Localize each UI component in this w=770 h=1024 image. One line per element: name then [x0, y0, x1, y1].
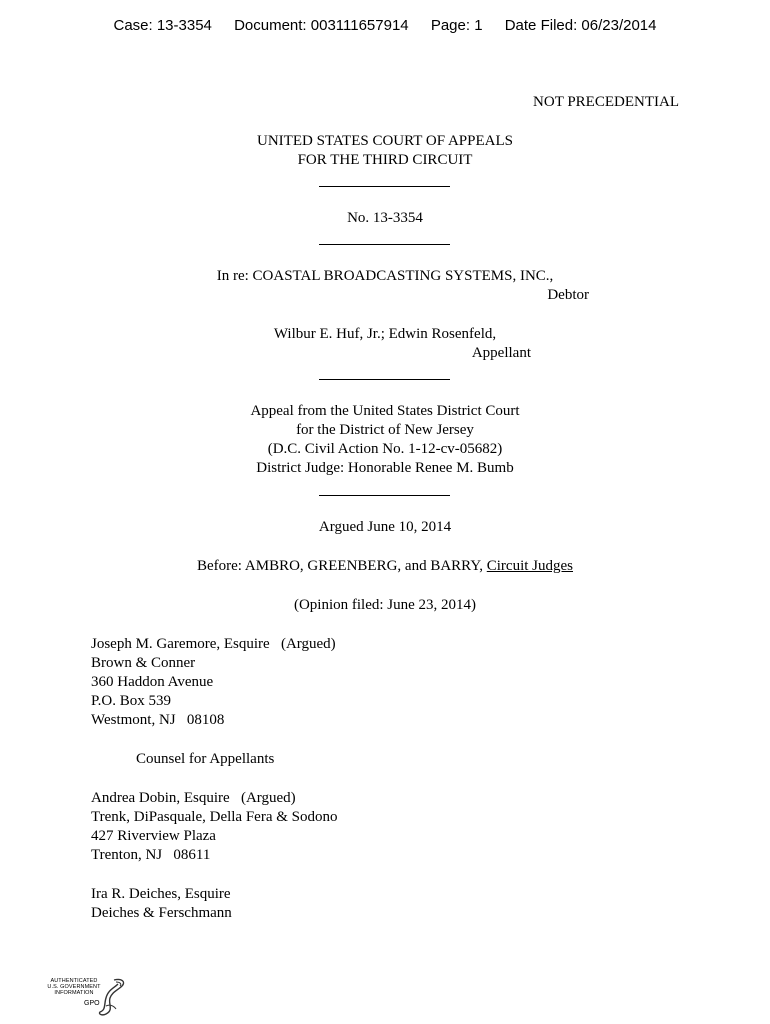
filing-header [0, 17, 770, 34]
appeal-line4: District Judge: Honorable Renee M. Bumb [256, 460, 514, 476]
appeal-line2: for the District of New Jersey [296, 422, 474, 438]
docket-number: No. 13-3354 [347, 210, 423, 226]
divider [319, 244, 450, 245]
date-filed: Date Filed: 06/23/2014 [504, 17, 657, 34]
seal-gpo-label: GPO [84, 1000, 100, 1007]
argued-date: Argued June 10, 2014 [318, 519, 452, 535]
precedential-status: NOT PRECEDENTIAL [533, 94, 679, 110]
court-name-line2: FOR THE THIRD CIRCUIT [297, 152, 473, 168]
counsel-line: Joseph M. Garemore, Esquire (Argued) [91, 636, 336, 652]
before-prefix: Before: AMBRO, GREENBERG, and BARRY, [197, 558, 487, 574]
counsel-line: Westmont, NJ 08108 [91, 712, 225, 728]
caption-appellants: Wilbur E. Huf, Jr.; Edwin Rosenfeld, [273, 326, 497, 342]
opinion-filed: (Opinion filed: June 23, 2014) [293, 597, 477, 613]
divider [319, 379, 450, 380]
counsel-line: Trenk, DiPasquale, Della Fera & Sodono [91, 809, 338, 825]
counsel-line: 427 Riverview Plaza [91, 828, 216, 844]
document-number: Document: 003111657914 [234, 17, 409, 34]
counsel-line: Deiches & Ferschmann [91, 905, 232, 921]
divider [319, 495, 450, 496]
counsel-line: Trenton, NJ 08611 [91, 847, 211, 863]
circuit-judges-label: Circuit Judges [486, 558, 573, 574]
caption-appellant-label: Appellant [471, 345, 531, 361]
appeal-line3: (D.C. Civil Action No. 1-12-cv-05682) [267, 441, 503, 457]
counsel-line: Brown & Conner [91, 655, 196, 671]
caption-debtor: Debtor [547, 287, 589, 303]
appeal-line1: Appeal from the United States District Court [250, 403, 520, 419]
counsel-line: Ira R. Deiches, Esquire [91, 886, 231, 902]
before-judges [0, 558, 770, 575]
caption-in-re: In re: COASTAL BROADCASTING SYSTEMS, INC., [216, 268, 554, 284]
court-name-line1: UNITED STATES COURT OF APPEALS [257, 133, 513, 149]
divider [319, 186, 450, 187]
counsel-role: Counsel for Appellants [136, 751, 275, 767]
page-number: Page: 1 [430, 17, 483, 34]
counsel-line: P.O. Box 539 [91, 693, 172, 709]
gpo-authentication-seal [44, 976, 134, 1018]
seal-text: AUTHENTICATED U.S. GOVERNMENT INFORMATION [47, 978, 101, 996]
eagle-icon [44, 976, 134, 1018]
counsel-line: 360 Haddon Avenue [91, 674, 214, 690]
case-number: Case: 13-3354 [113, 17, 212, 34]
counsel-line: Andrea Dobin, Esquire (Argued) [91, 790, 296, 806]
